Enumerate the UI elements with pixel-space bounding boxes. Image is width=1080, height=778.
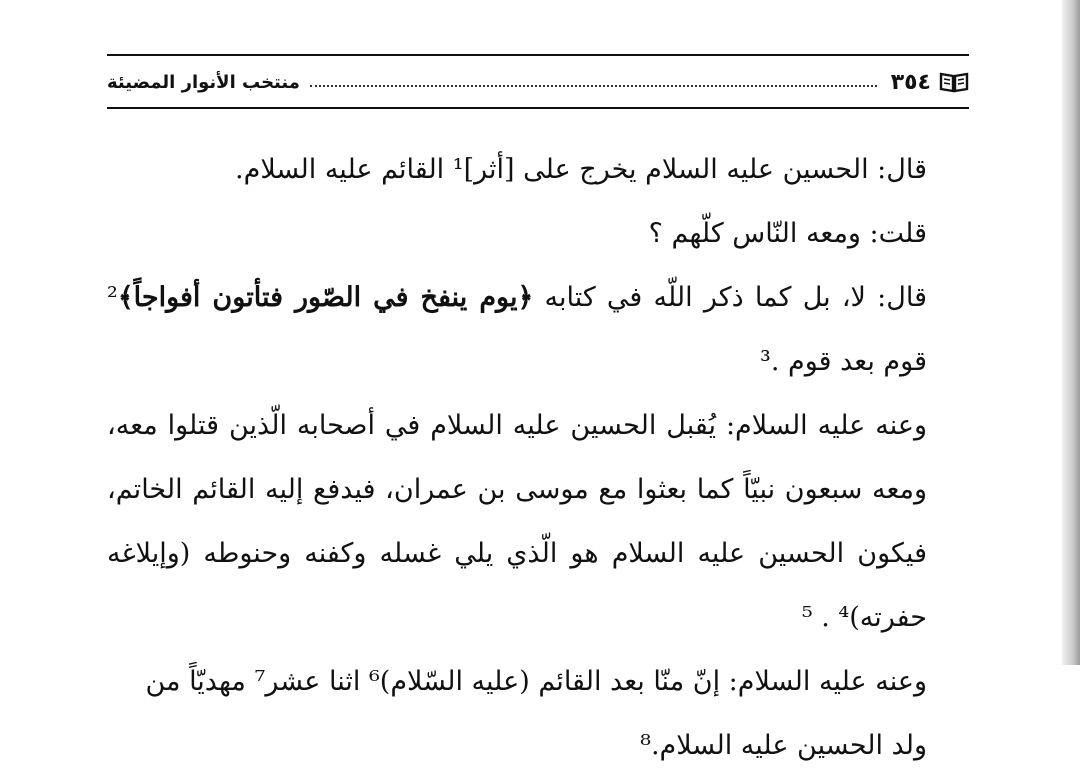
paragraph-1: قال: الحسين عليه السلام يخرج على [أثر]¹ القائم عليه السلام.: [235, 154, 927, 185]
page-number: ٣٥٤: [890, 69, 931, 95]
page-edge-shadow: [1062, 0, 1080, 665]
page-header: [107, 60, 969, 104]
open-book-icon: [939, 71, 969, 93]
paragraph-3-start: قال: لا، بل كما ذكر اللّه في كتابه: [533, 282, 927, 313]
paragraph-2: قلت: ومعه النّاس كلّهم ؟: [648, 218, 927, 249]
header-dot-leader: [310, 85, 877, 87]
header-top-rule: [107, 54, 969, 56]
header-bottom-rule: [107, 107, 969, 109]
paragraph-4: وعنه عليه السلام: يُقبل الحسين عليه السلام في أصحابه الّذين قتلوا معه، ومعه سبعون نبيّاً كما بعثوا مع موسى بن عمران، فيدفع إليه القائم الخاتم، فيكون الحسين عليه السلام هو الّذي يلي غسله وكفنه وحنوطه (وإيلاغه حفرته)⁴ . ⁵: [107, 410, 927, 633]
book-title: منتخب الأنوار المضيئة: [107, 71, 300, 93]
page-body: [107, 138, 969, 778]
paragraph-3: [107, 266, 969, 394]
paragraph-3-end: ² قوم بعد قوم .³: [107, 282, 927, 377]
paragraph-5: وعنه عليه السلام: إنّ منّا بعد القائم (عليه السّلام)⁶ اثنا عشر⁷ مهديّاً من ولد الحسين عليه السلام.⁸: [145, 666, 927, 761]
quran-verse: ﴿يوم ينفخ في الصّور فتأتون أفواجاً﴾: [117, 282, 534, 313]
